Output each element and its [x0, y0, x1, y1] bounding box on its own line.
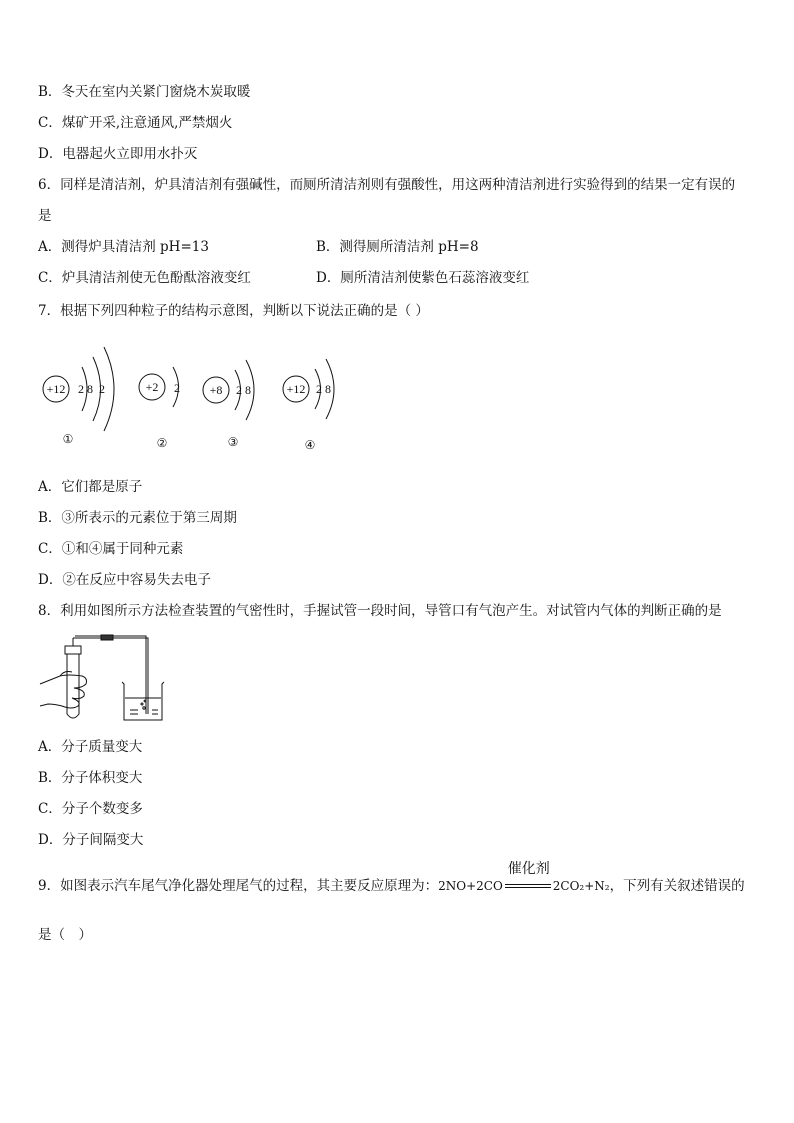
particle-1-nucleus: +12	[46, 382, 66, 396]
q7-option-a: A．它们都是原子	[38, 479, 143, 495]
particle-1-label: ①	[62, 432, 74, 446]
q9-stem-line2: 是（ ）	[38, 927, 92, 943]
q6-stem-line2: 是	[38, 208, 52, 224]
particle-3-electrons: 2 8	[236, 383, 251, 397]
q8-option-b: B．分子体积变大	[38, 770, 143, 786]
particle-4-electrons: 2 8	[316, 382, 331, 396]
particle-2-label: ②	[156, 436, 168, 450]
q6-option-b: B．测得厕所清洁剂 pH=8	[316, 239, 479, 255]
q6-option-c: C．炉具清洁剂使无色酚酞溶液变红	[38, 270, 251, 286]
q7-stem: 7．根据下列四种粒子的结构示意图，判断以下说法正确的是（ ）	[38, 303, 429, 319]
reaction-arrow	[503, 861, 553, 895]
q5-option-b: B．冬天在室内关紧门窗烧木炭取暖	[38, 84, 251, 100]
q6-stem-line1: 6．同样是清洁剂，炉具清洁剂有强碱性，而厕所清洁剂则有强酸性，用这两种清洁剂进行实验得到的结果一定有误的	[38, 177, 736, 193]
q8-option-a: A．分子质量变大	[38, 739, 143, 755]
hand-icon	[40, 675, 87, 708]
q7-option-d: D．②在反应中容易失去电子	[38, 572, 211, 588]
q7-option-b: B．③所表示的元素位于第三周期	[38, 510, 237, 526]
atomic-structure-diagrams	[30, 335, 350, 460]
particle-4-label: ④	[304, 438, 316, 452]
particle-3-label: ③	[227, 435, 239, 449]
q7-option-c: C．①和④属于同种元素	[38, 541, 184, 557]
equation-left: 2NO+2CO	[438, 879, 503, 893]
q5-option-c: C．煤矿开采,注意通风,严禁烟火	[38, 115, 233, 131]
q9-stem-line1	[38, 861, 745, 895]
q8-option-c: C．分子个数变多	[38, 801, 143, 817]
particle-4-nucleus: +12	[286, 382, 306, 396]
airtightness-test-apparatus	[38, 632, 168, 726]
q9-stem-prefix: 9．如图表示汽车尾气净化器处理尾气的过程，其主要反应原理为：	[38, 878, 439, 894]
q9-stem-suffix: ，下列有关叙述错误的	[609, 878, 745, 894]
particle-3-nucleus: +8	[209, 383, 223, 397]
catalyst-label: 催化剂	[507, 861, 550, 877]
particle-2-nucleus: +2	[145, 380, 159, 394]
q5-option-d: D．电器起火立即用水扑灭	[38, 146, 198, 162]
equation-right: 2CO₂+N₂	[552, 879, 610, 893]
particle-1-electrons: 2 8 2	[78, 382, 105, 396]
q8-stem: 8．利用如图所示方法检查装置的气密性时，手握试管一段时间，导管口有气泡产生。对试管内气体的判断正确的是	[38, 603, 722, 619]
q8-option-d: D．分子间隔变大	[38, 832, 144, 848]
q6-option-d: D．厕所清洁剂使紫色石蕊溶液变红	[316, 270, 530, 286]
particle-2-electrons: 2	[174, 381, 180, 395]
equals-double-line	[505, 884, 551, 888]
q6-option-a: A．测得炉具清洁剂 pH=13	[38, 239, 209, 255]
